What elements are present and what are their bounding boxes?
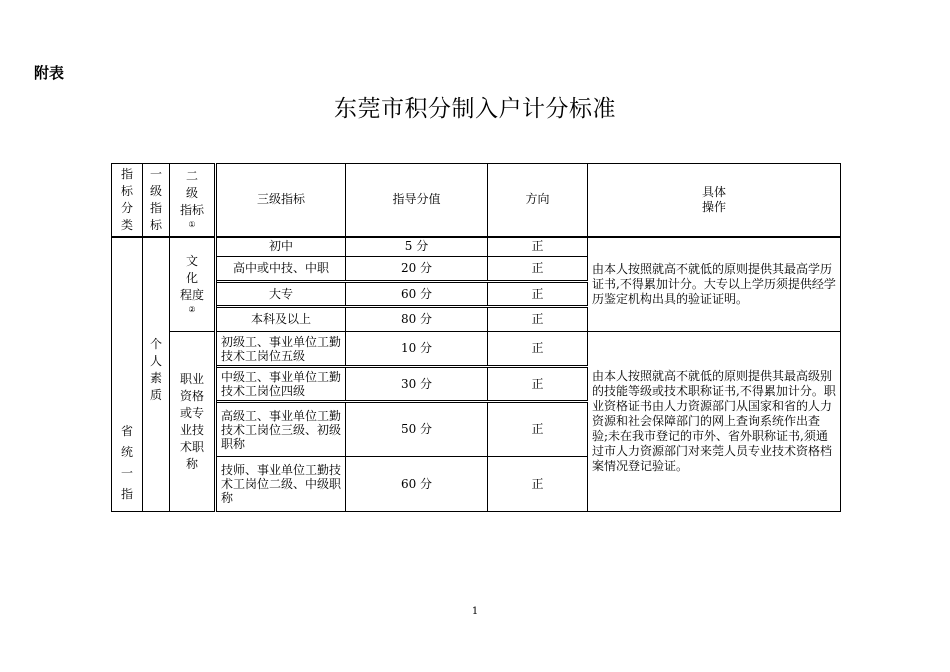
education-score: 5 分 <box>346 237 488 257</box>
header-operation-line: 具体 <box>701 184 726 199</box>
education-direction: 正 <box>488 307 588 332</box>
education-item: 高中或中技、中职 <box>216 257 346 282</box>
header-level3: 三级指标 <box>216 164 346 237</box>
header-level1-char: 指 <box>149 200 162 215</box>
category-cell <box>112 237 143 512</box>
appendix-label: 附表 <box>34 64 65 82</box>
education-item: 初中 <box>216 237 346 257</box>
qualification-item: 技师、事业单位工勤技术工岗位二级、中级职称 <box>216 457 346 512</box>
qualification-score: 30 分 <box>346 367 488 402</box>
education-item: 本科及以上 <box>216 307 346 332</box>
header-level2-char: 级 <box>185 186 198 201</box>
header-level1-char: 一 <box>149 166 162 181</box>
header-row <box>112 164 841 237</box>
header-level2-char: 二 <box>185 169 198 184</box>
qualification-score: 50 分 <box>346 402 488 457</box>
education-direction: 正 <box>488 257 588 282</box>
qualification-name-line: 称 <box>185 456 198 471</box>
qualification-score: 60 分 <box>346 457 488 512</box>
table-row <box>112 237 841 257</box>
qualification-name-line: 业技 <box>179 422 204 437</box>
header-score: 指导分值 <box>346 164 488 237</box>
qualification-direction: 正 <box>488 367 588 402</box>
education-direction: 正 <box>488 282 588 307</box>
category-char: 一 <box>120 466 133 480</box>
education-name-char: 程度 <box>179 287 204 302</box>
header-level2-char: 指标 <box>179 203 204 218</box>
header-category-char: 指 <box>120 166 133 181</box>
header-operation-line: 操作 <box>701 199 726 214</box>
level1-char: 质 <box>149 387 162 402</box>
qualification-name-line: 术职 <box>179 439 204 454</box>
header-category-char: 标 <box>120 183 133 198</box>
header-direction: 方向 <box>488 164 588 237</box>
qualification-item: 中级工、事业单位工勤技术工岗位四级 <box>216 367 346 402</box>
education-name-char: 文 <box>185 253 198 268</box>
qualification-level2-cell <box>170 332 216 512</box>
table-row <box>112 332 841 367</box>
header-level1 <box>143 164 170 237</box>
qualification-direction: 正 <box>488 332 588 367</box>
header-level2 <box>170 164 216 237</box>
category-char: 指 <box>120 487 133 501</box>
education-level2-cell <box>170 237 216 332</box>
qualification-score: 10 分 <box>346 332 488 367</box>
qualification-name-line: 或专 <box>179 405 204 420</box>
education-item: 大专 <box>216 282 346 307</box>
qualification-item: 初级工、事业单位工勤技术工岗位五级 <box>216 332 346 367</box>
category-char: 统 <box>120 445 133 459</box>
header-level1-char: 标 <box>149 217 162 232</box>
level1-char: 素 <box>149 370 162 385</box>
education-operation: 由本人按照就高不就低的原则提供其最高学历证书,不得累加计分。大专以上学历须提供经学历鉴定机构出具的验证证明。 <box>588 237 841 332</box>
header-category <box>112 164 143 237</box>
header-level1-char: 级 <box>149 183 162 198</box>
qualification-operation: 由本人按照就高不就低的原则提供其最高级别的技能等级或技术职称证书,不得累加计分。职业资格证书由人力资源部门从国家和省的人力资源和社会保障部门的网上查询系统作出查验;未在我市登记的市外、省外职称证书,须通过市人力资源部门对来莞人员专业技术资格档案情况登记验证。 <box>588 332 841 512</box>
category-char: 省 <box>120 424 133 438</box>
page-number: 1 <box>471 606 479 617</box>
qualification-name-line: 资格 <box>179 388 204 403</box>
header-level2-note: ① <box>188 220 196 230</box>
header-category-char: 分 <box>120 200 133 215</box>
qualification-name-line: 职业 <box>179 371 204 386</box>
page-title: 东莞市积分制入户计分标准 <box>334 96 616 122</box>
qualification-direction: 正 <box>488 457 588 512</box>
level1-char: 个 <box>149 336 162 351</box>
header-operation <box>588 164 841 237</box>
education-score: 60 分 <box>346 282 488 307</box>
education-score: 20 分 <box>346 257 488 282</box>
education-direction: 正 <box>488 237 588 257</box>
level1-char: 人 <box>149 353 162 368</box>
qualification-item: 高级工、事业单位工勤技术工岗位三级、初级职称 <box>216 402 346 457</box>
level1-cell <box>143 237 170 512</box>
scoring-standard-table <box>111 163 841 512</box>
header-category-char: 类 <box>120 217 133 232</box>
education-note: ② <box>188 304 196 314</box>
education-name-char: 化 <box>185 270 198 285</box>
qualification-direction: 正 <box>488 402 588 457</box>
education-score: 80 分 <box>346 307 488 332</box>
